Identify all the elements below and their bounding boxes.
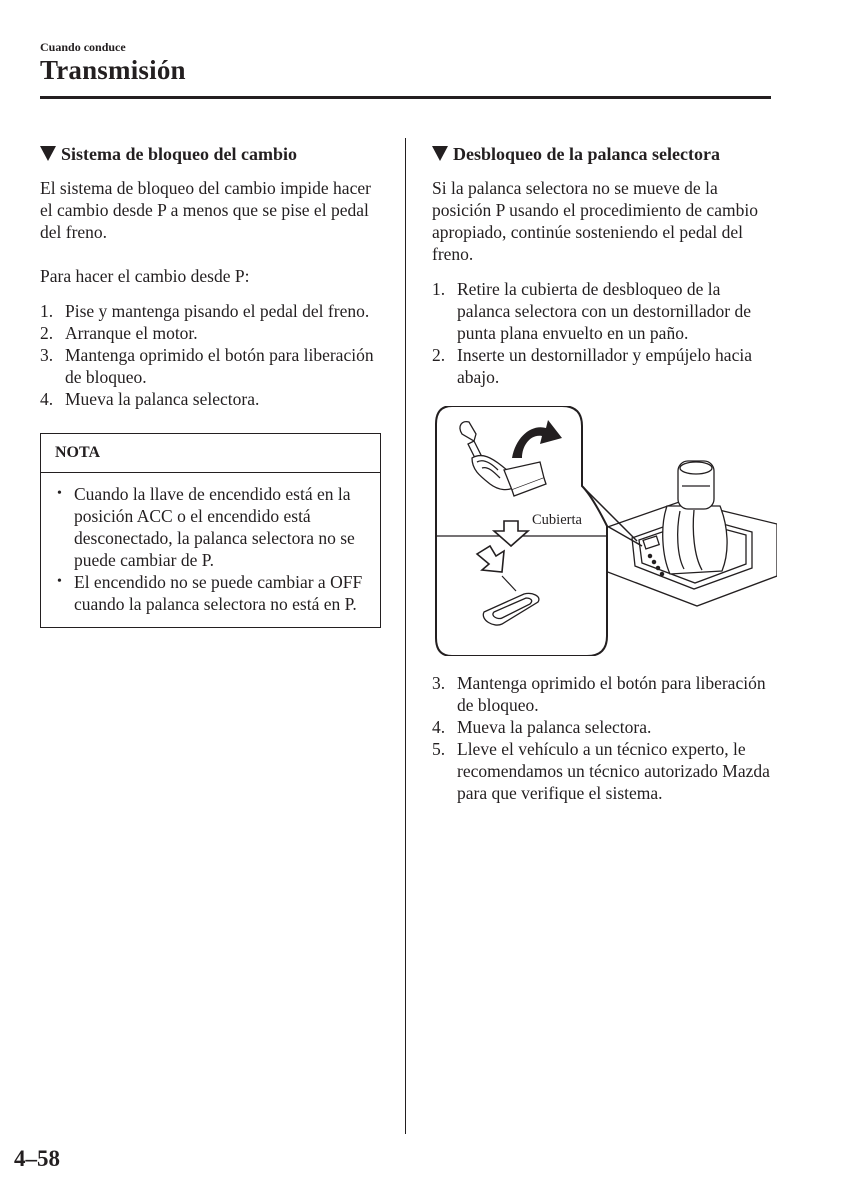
page-title: Transmisión: [40, 55, 186, 85]
step-number: 3.: [432, 673, 446, 693]
bullet-icon: •: [57, 574, 62, 589]
list-item: [57, 571, 370, 615]
note-text: El encendido no se puede cambiar a OFF cuando la palanca selectora no está en P.: [74, 572, 363, 614]
unlock-illustration: [432, 406, 777, 656]
column-divider: [405, 138, 406, 1134]
note-box: [40, 433, 381, 628]
illustration-svg: [432, 406, 777, 656]
note-body: [41, 473, 380, 627]
list-item: [432, 344, 777, 388]
section-label: Cuando conduce: [40, 40, 126, 54]
left-column: [40, 143, 385, 628]
step-number: 2.: [40, 323, 54, 343]
intro-paragraph: El sistema de bloqueo del cambio impide hacer el cambio desde P a menos que se pise el pedal del freno.: [40, 178, 371, 242]
section-heading-shift-lock: [40, 143, 385, 165]
heading-text: Sistema de bloqueo del cambio: [61, 144, 298, 164]
right-column: [432, 143, 777, 804]
step-number: 1.: [432, 279, 446, 299]
intro-paragraph: Si la palanca selectora no se mueve de la posición P usando el procedimiento de cambio apropiado, continúe sosteniendo el pedal del freno.: [432, 178, 758, 264]
title-rule: [40, 96, 771, 99]
step-text: Mantenga oprimido el botón para liberación de bloqueo.: [457, 673, 766, 715]
step-number: 5.: [432, 739, 446, 759]
list-item: [432, 716, 777, 738]
list-item: [40, 344, 385, 388]
list-item: [432, 738, 777, 804]
list-item: [40, 300, 385, 322]
list-item: [432, 672, 777, 716]
step-text: Pise y mantenga pisando el pedal del freno.: [65, 301, 370, 321]
unlock-steps-list-continued: [432, 672, 777, 804]
shift-lever-icon: [582, 461, 777, 606]
step-number: 1.: [40, 301, 54, 321]
list-item: [57, 483, 370, 571]
step-text: Inserte un destornillador y empújelo hacia abajo.: [457, 345, 752, 387]
step-number: 4.: [40, 389, 54, 409]
shift-steps-list: [40, 300, 385, 410]
step-text: Lleve el vehículo a un técnico experto, le recomendamos un técnico autorizado Mazda para que verifique el sistema.: [457, 739, 770, 803]
cubierta-label: Cubierta: [530, 509, 584, 531]
triangle-icon: [40, 146, 56, 161]
lead-paragraph: Para hacer el cambio desde P:: [40, 266, 250, 286]
bullet-icon: •: [57, 486, 62, 501]
step-number: 3.: [40, 345, 54, 365]
step-text: Arranque el motor.: [65, 323, 198, 343]
step-text: Mueva la palanca selectora.: [457, 717, 652, 737]
list-item: [432, 278, 777, 344]
list-item: [40, 388, 385, 410]
note-list: [57, 483, 370, 615]
step-number: 4.: [432, 717, 446, 737]
note-title: NOTA: [41, 434, 380, 473]
triangle-icon: [432, 146, 448, 161]
step-text: Mueva la palanca selectora.: [65, 389, 260, 409]
step-text: Mantenga oprimido el botón para liberación de bloqueo.: [65, 345, 374, 387]
page-number: 4–58: [14, 1146, 60, 1171]
list-item: [40, 322, 385, 344]
unlock-steps-list: [432, 278, 777, 388]
heading-text: Desbloqueo de la palanca selectora: [453, 144, 720, 164]
note-text: Cuando la llave de encendido está en la posición ACC o el encendido está desconectado, la palanca selectora no se puede cambiar de P.: [74, 484, 355, 570]
step-text: Retire la cubierta de desbloqueo de la palanca selectora con un destornillador de punta plana envuelto en un paño.: [457, 279, 751, 343]
step-number: 2.: [432, 345, 446, 365]
section-heading-unlock: [432, 143, 777, 165]
